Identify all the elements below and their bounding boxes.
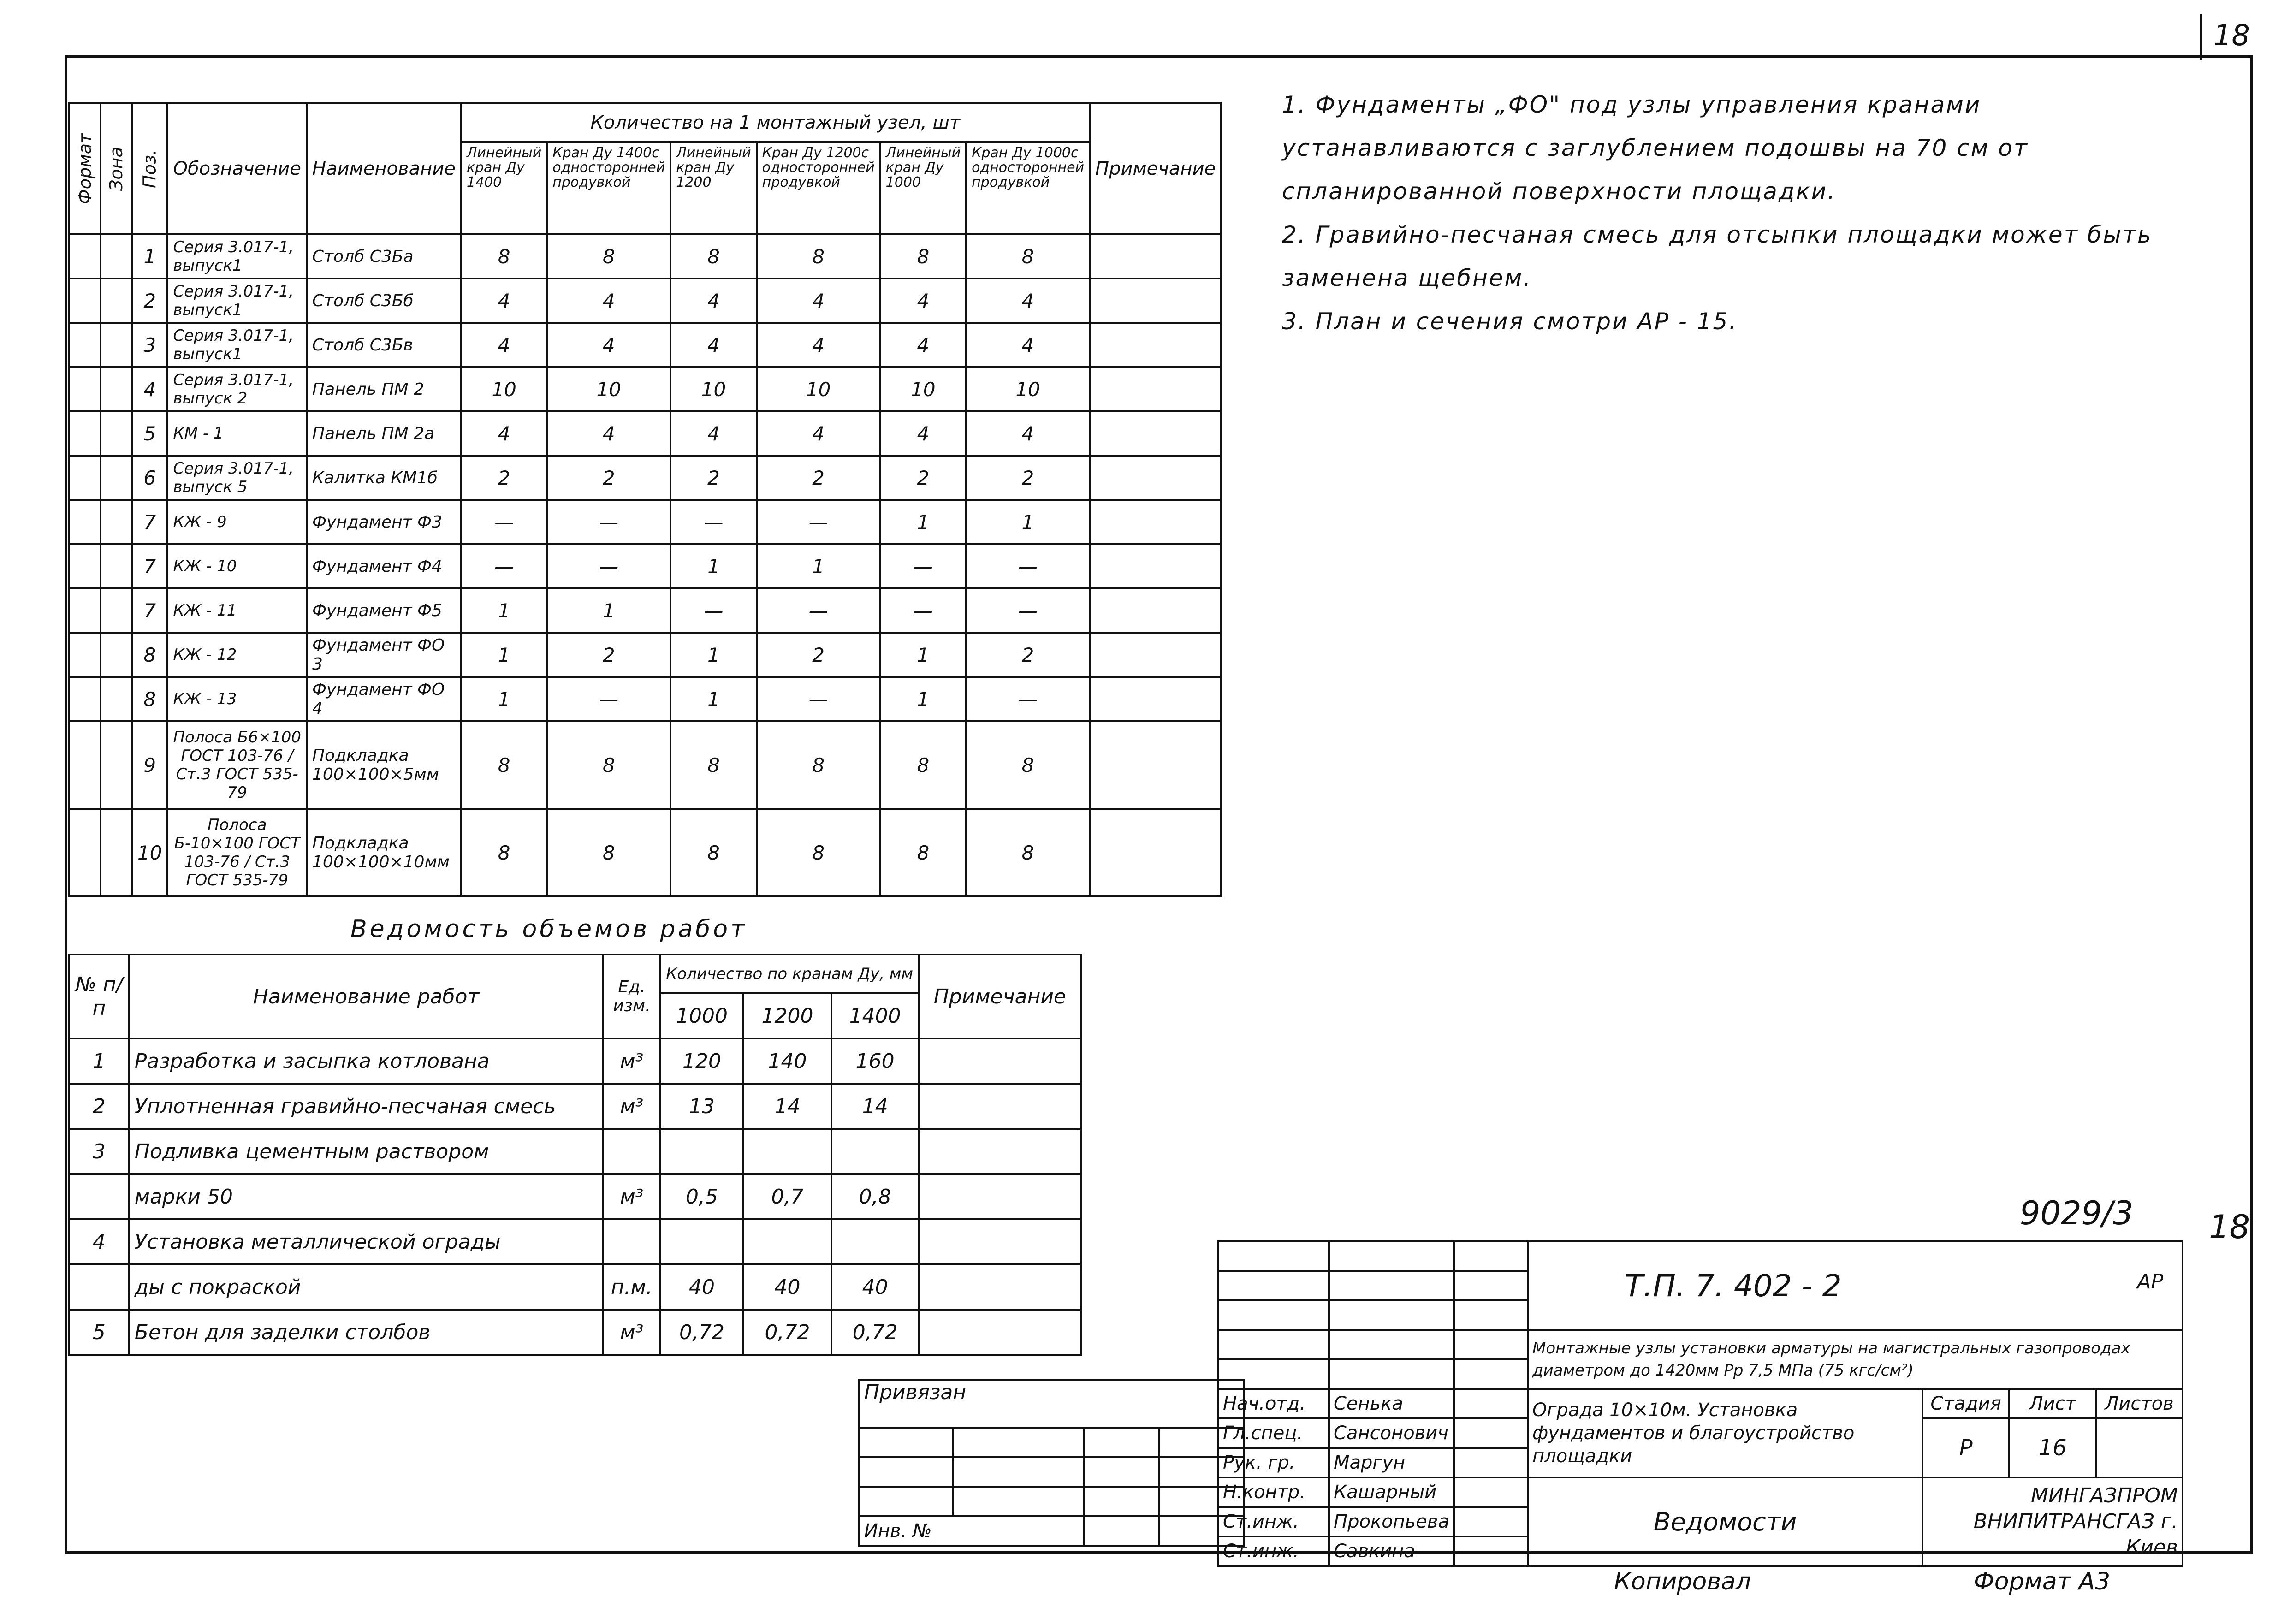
designation-cell: Полоса Б-10×100 ГОСТ 103-76 / Ст.3 ГОСТ 535-79 bbox=[167, 809, 307, 896]
qty-cell: 2 bbox=[547, 633, 670, 677]
qty-cell: 4 bbox=[880, 323, 966, 367]
project-code-cell bbox=[1528, 1241, 2183, 1330]
designation-cell: КЖ - 13 bbox=[167, 677, 307, 721]
format-cell bbox=[69, 456, 101, 500]
signature bbox=[1454, 1389, 1528, 1418]
project-description: Монтажные узлы установки арматуры на магистральных газопроводах диаметром до 1420мм Рр 7,5 МПа (75 кгс/см²) bbox=[1528, 1330, 2183, 1389]
format-cell bbox=[69, 588, 101, 633]
note-1: 1. Фундаменты „ФО" под узлы управления кранами устанавливаются с заглублением подошвы на 70 см от спланированной поверхности площадки. bbox=[1282, 91, 2029, 205]
qty-cell: 4 bbox=[757, 279, 880, 323]
qty-cell bbox=[831, 1219, 919, 1264]
pos-cell: 7 bbox=[132, 544, 167, 588]
qty-cell: 2 bbox=[670, 456, 756, 500]
format-cell bbox=[69, 411, 101, 456]
table-row bbox=[69, 1174, 1081, 1219]
qty-cell: 2 bbox=[547, 456, 670, 500]
table-row bbox=[69, 500, 1221, 544]
row-number: 3 bbox=[69, 1129, 129, 1174]
pos-cell: 3 bbox=[132, 323, 167, 367]
zone-cell bbox=[101, 677, 132, 721]
qty-cell: 1 bbox=[670, 633, 756, 677]
name-cell: Панель ПМ 2а bbox=[307, 411, 461, 456]
work-name: Подливка цементным раствором bbox=[129, 1129, 603, 1174]
unit-cell bbox=[603, 1129, 660, 1174]
qty-cell: 13 bbox=[660, 1084, 744, 1129]
col-name: Наименование bbox=[307, 103, 461, 234]
signature bbox=[1454, 1507, 1528, 1536]
title-block bbox=[1217, 1240, 2183, 1567]
col-work-name: Наименование работ bbox=[129, 955, 603, 1038]
qty-cell: — bbox=[757, 677, 880, 721]
qty-cell: 4 bbox=[670, 279, 756, 323]
qty-cell: 1 bbox=[670, 544, 756, 588]
qty-cell: 8 bbox=[757, 234, 880, 279]
row-number: 5 bbox=[69, 1310, 129, 1355]
remark-cell bbox=[919, 1084, 1081, 1129]
zone-cell bbox=[101, 456, 132, 500]
table-row bbox=[69, 367, 1221, 411]
dn-header: 1200 bbox=[743, 993, 831, 1038]
role: Гл.спец. bbox=[1218, 1418, 1329, 1448]
unit-cell bbox=[603, 1219, 660, 1264]
table-row bbox=[69, 1084, 1081, 1129]
pos-cell: 6 bbox=[132, 456, 167, 500]
table-row bbox=[69, 1129, 1081, 1174]
qty-cell: 4 bbox=[757, 411, 880, 456]
qty-cell: — bbox=[547, 500, 670, 544]
qty-cell: 1 bbox=[757, 544, 880, 588]
qty-cell: 2 bbox=[757, 456, 880, 500]
name-cell: Фундамент Ф5 bbox=[307, 588, 461, 633]
qty-cell: — bbox=[966, 544, 1090, 588]
qty-cell: 8 bbox=[757, 721, 880, 809]
qty-cell: — bbox=[461, 544, 547, 588]
qty-cell: 10 bbox=[757, 367, 880, 411]
note-2: 2. Гравийно-песчаная смесь для отсыпки площадки может быть заменена щебнем. bbox=[1282, 221, 2153, 291]
remark-cell bbox=[1090, 367, 1221, 411]
qty-cell: — bbox=[880, 588, 966, 633]
work-name: ды с покраской bbox=[129, 1264, 603, 1310]
work-name: марки 50 bbox=[129, 1174, 603, 1219]
qty-cell: 2 bbox=[757, 633, 880, 677]
sheet-name: Ведомости bbox=[1528, 1477, 1922, 1566]
copied-by-label: Копировал bbox=[1614, 1568, 1751, 1595]
pos-cell: 9 bbox=[132, 721, 167, 809]
qty-cell: 4 bbox=[547, 323, 670, 367]
unit-cell: м³ bbox=[603, 1038, 660, 1084]
qty-cell: — bbox=[670, 500, 756, 544]
zone-cell bbox=[101, 721, 132, 809]
remark-cell bbox=[919, 1129, 1081, 1174]
designation-cell: Серия 3.017-1, выпуск 5 bbox=[167, 456, 307, 500]
format-cell bbox=[69, 234, 101, 279]
designation-cell: Серия 3.017-1, выпуск1 bbox=[167, 279, 307, 323]
qty-cell: 0,7 bbox=[743, 1174, 831, 1219]
qty-cell: 4 bbox=[966, 411, 1090, 456]
col-num: № п/п bbox=[69, 955, 129, 1038]
qty-cell: 4 bbox=[757, 323, 880, 367]
note-3: 3. План и сечения смотри АР - 15. bbox=[1282, 308, 1738, 335]
qty-cell: 8 bbox=[966, 234, 1090, 279]
col-qty-by-dn: Количество по кранам Ду, мм bbox=[660, 955, 919, 993]
specification-table bbox=[68, 102, 1222, 897]
qty-cell: 1 bbox=[880, 500, 966, 544]
name-cell: Фундамент Ф4 bbox=[307, 544, 461, 588]
remark-cell bbox=[919, 1219, 1081, 1264]
remark-cell bbox=[1090, 411, 1221, 456]
qty-cell bbox=[660, 1129, 744, 1174]
remark-cell bbox=[1090, 544, 1221, 588]
qty-cell: 8 bbox=[757, 809, 880, 896]
qty-cell: 4 bbox=[670, 411, 756, 456]
qty-cell: 10 bbox=[547, 367, 670, 411]
qty-cell: 8 bbox=[547, 721, 670, 809]
zone-cell bbox=[101, 323, 132, 367]
format-cell bbox=[69, 279, 101, 323]
qty-cell: — bbox=[966, 677, 1090, 721]
qty-cell: 0,5 bbox=[660, 1174, 744, 1219]
table-row bbox=[69, 633, 1221, 677]
qty-cell: 8 bbox=[670, 721, 756, 809]
qty-cell: 140 bbox=[743, 1038, 831, 1084]
col-pos: Поз. bbox=[132, 103, 167, 234]
role: Нач.отд. bbox=[1218, 1389, 1329, 1418]
qty-cell: 4 bbox=[880, 411, 966, 456]
zone-cell bbox=[101, 500, 132, 544]
remark-cell bbox=[1090, 279, 1221, 323]
table-row bbox=[69, 279, 1221, 323]
table-row bbox=[69, 411, 1221, 456]
inv-label: Инв. № bbox=[859, 1516, 1084, 1546]
qty-cell: — bbox=[880, 544, 966, 588]
remark-cell bbox=[919, 1038, 1081, 1084]
qty-cell: 8 bbox=[461, 809, 547, 896]
table-row bbox=[69, 809, 1221, 896]
qty-cell: 8 bbox=[461, 234, 547, 279]
name-cell: Подкладка 100×100×10мм bbox=[307, 809, 461, 896]
qty-col-header: Кран Ду 1400с односторонней продувкой bbox=[547, 142, 670, 234]
qty-cell: 10 bbox=[880, 367, 966, 411]
qty-cell: 8 bbox=[670, 234, 756, 279]
qty-cell: 4 bbox=[966, 323, 1090, 367]
qty-cell: 2 bbox=[461, 456, 547, 500]
name-cell: Фундамент ФО 3 bbox=[307, 633, 461, 677]
col-unit: Ед. изм. bbox=[603, 955, 660, 1038]
remark-cell bbox=[1090, 633, 1221, 677]
qty-cell: 0,72 bbox=[743, 1310, 831, 1355]
binding-block bbox=[858, 1379, 1245, 1547]
pos-cell: 7 bbox=[132, 500, 167, 544]
name-cell: Фундамент ФО 4 bbox=[307, 677, 461, 721]
remark-cell bbox=[1090, 721, 1221, 809]
qty-cell: 4 bbox=[547, 411, 670, 456]
qty-cell: 8 bbox=[880, 234, 966, 279]
role: Н.контр. bbox=[1218, 1477, 1329, 1507]
qty-cell: 14 bbox=[743, 1084, 831, 1129]
general-notes bbox=[1282, 83, 2186, 343]
sheet-corner-number: 18 bbox=[2209, 1208, 2250, 1246]
col-work-remark: Примечание bbox=[919, 955, 1081, 1038]
spec-rows bbox=[69, 234, 1221, 896]
zone-cell bbox=[101, 411, 132, 456]
qty-cell: 4 bbox=[547, 279, 670, 323]
qty-cell: 8 bbox=[547, 234, 670, 279]
dn-header: 1000 bbox=[660, 993, 744, 1038]
qty-cell: — bbox=[757, 588, 880, 633]
role: Рук. гр. bbox=[1218, 1448, 1329, 1477]
person-name: Маргун bbox=[1329, 1448, 1454, 1477]
zone-cell bbox=[101, 633, 132, 677]
organization: МИНГАЗПРОМ ВНИПИТРАНСГАЗ г. Киев bbox=[1922, 1477, 2183, 1566]
col-format: Формат bbox=[69, 103, 101, 234]
remark-cell bbox=[1090, 456, 1221, 500]
row-number: 1 bbox=[69, 1038, 129, 1084]
pos-cell: 4 bbox=[132, 367, 167, 411]
unit-cell: п.м. bbox=[603, 1264, 660, 1310]
row-number bbox=[69, 1174, 129, 1219]
pos-cell: 8 bbox=[132, 677, 167, 721]
qty-cell: — bbox=[670, 588, 756, 633]
stage-value: Р bbox=[1922, 1418, 2009, 1477]
qty-cell bbox=[660, 1219, 744, 1264]
qty-cell: 8 bbox=[547, 809, 670, 896]
qty-cell bbox=[743, 1219, 831, 1264]
pos-cell: 10 bbox=[132, 809, 167, 896]
name-cell: Столб С3Бб bbox=[307, 279, 461, 323]
qty-col-header: Кран Ду 1200с односторонней продувкой bbox=[757, 142, 880, 234]
table-row bbox=[69, 234, 1221, 279]
remark-cell bbox=[1090, 234, 1221, 279]
format-cell bbox=[69, 809, 101, 896]
qty-cell: 4 bbox=[461, 323, 547, 367]
designation-cell: КЖ - 9 bbox=[167, 500, 307, 544]
designation-cell: КЖ - 10 bbox=[167, 544, 307, 588]
row-number bbox=[69, 1264, 129, 1310]
table-row bbox=[69, 456, 1221, 500]
qty-cell: — bbox=[547, 544, 670, 588]
work-name: Бетон для заделки столбов bbox=[129, 1310, 603, 1355]
pos-cell: 7 bbox=[132, 588, 167, 633]
qty-cell: 4 bbox=[966, 279, 1090, 323]
qty-cell: — bbox=[757, 500, 880, 544]
qty-col-header: Линейный кран Ду 1200 bbox=[670, 142, 756, 234]
remark-cell bbox=[1090, 500, 1221, 544]
unit-cell: м³ bbox=[603, 1310, 660, 1355]
qty-cell: 10 bbox=[966, 367, 1090, 411]
qty-cell: 8 bbox=[966, 721, 1090, 809]
qty-cell: 1 bbox=[966, 500, 1090, 544]
qty-cell: 1 bbox=[461, 588, 547, 633]
unit-cell: м³ bbox=[603, 1174, 660, 1219]
name-cell: Панель ПМ 2 bbox=[307, 367, 461, 411]
qty-cell: 4 bbox=[670, 323, 756, 367]
section-code: АР bbox=[2137, 1270, 2163, 1293]
qty-cell: 1 bbox=[461, 633, 547, 677]
format-cell bbox=[69, 500, 101, 544]
col-designation: Обозначение bbox=[167, 103, 307, 234]
zone-cell bbox=[101, 544, 132, 588]
signature bbox=[1454, 1418, 1528, 1448]
table-row bbox=[69, 1310, 1081, 1355]
qty-cell: 0,72 bbox=[660, 1310, 744, 1355]
person-name: Сансонович bbox=[1329, 1418, 1454, 1448]
table-row bbox=[69, 1264, 1081, 1310]
stage-label: Стадия bbox=[1922, 1389, 2009, 1418]
project-code: Т.П. 7. 402 - 2 bbox=[1625, 1268, 1842, 1304]
work-name: Установка металлической ограды bbox=[129, 1219, 603, 1264]
qty-cell: 120 bbox=[660, 1038, 744, 1084]
format-cell bbox=[69, 323, 101, 367]
format-cell bbox=[69, 367, 101, 411]
signature bbox=[1454, 1448, 1528, 1477]
qty-cell: 40 bbox=[660, 1264, 744, 1310]
person-name: Сенька bbox=[1329, 1389, 1454, 1418]
designation-cell: КМ - 1 bbox=[167, 411, 307, 456]
row-number: 2 bbox=[69, 1084, 129, 1129]
pos-cell: 2 bbox=[132, 279, 167, 323]
format-cell bbox=[69, 677, 101, 721]
sheets-value bbox=[2096, 1418, 2183, 1477]
format-cell bbox=[69, 721, 101, 809]
name-cell: Столб С3Ба bbox=[307, 234, 461, 279]
remark-cell bbox=[1090, 588, 1221, 633]
remark-cell bbox=[1090, 809, 1221, 896]
bound-label: Привязан bbox=[859, 1380, 1244, 1428]
qty-cell: 1 bbox=[547, 588, 670, 633]
qty-cell: 40 bbox=[831, 1264, 919, 1310]
qty-cell: 14 bbox=[831, 1084, 919, 1129]
qty-cell: 8 bbox=[966, 809, 1090, 896]
signature bbox=[1454, 1536, 1528, 1566]
qty-cell: — bbox=[547, 677, 670, 721]
qty-cell: 8 bbox=[880, 809, 966, 896]
drawing-title: Ограда 10×10м. Установка фундаментов и благоустройство площадки bbox=[1528, 1389, 1922, 1477]
remark-cell bbox=[919, 1264, 1081, 1310]
qty-cell: 0,8 bbox=[831, 1174, 919, 1219]
name-cell: Фундамент Ф3 bbox=[307, 500, 461, 544]
format-cell bbox=[69, 544, 101, 588]
qty-cell bbox=[831, 1129, 919, 1174]
document-code: 9029/3 bbox=[2020, 1194, 2134, 1232]
qty-cell: — bbox=[461, 500, 547, 544]
zone-cell bbox=[101, 234, 132, 279]
qty-cell: 4 bbox=[461, 279, 547, 323]
zone-cell bbox=[101, 588, 132, 633]
qty-cell: 40 bbox=[743, 1264, 831, 1310]
table-row bbox=[69, 323, 1221, 367]
corner-divider bbox=[2200, 14, 2202, 60]
sheet-value: 16 bbox=[2009, 1418, 2096, 1477]
works-rows bbox=[69, 1038, 1081, 1355]
qty-cell: 2 bbox=[966, 456, 1090, 500]
signature bbox=[1454, 1477, 1528, 1507]
qty-cell: 8 bbox=[880, 721, 966, 809]
qty-cell: 160 bbox=[831, 1038, 919, 1084]
remark-cell bbox=[919, 1310, 1081, 1355]
role: Ст.инж. bbox=[1218, 1507, 1329, 1536]
qty-cell: 4 bbox=[461, 411, 547, 456]
name-cell: Подкладка 100×100×5мм bbox=[307, 721, 461, 809]
pos-cell: 1 bbox=[132, 234, 167, 279]
work-name: Разработка и засыпка котлована bbox=[129, 1038, 603, 1084]
table-row bbox=[69, 721, 1221, 809]
zone-cell bbox=[101, 279, 132, 323]
designation-cell: Серия 3.017-1, выпуск1 bbox=[167, 234, 307, 279]
col-qty-group: Количество на 1 монтажный узел, шт bbox=[461, 103, 1090, 142]
pos-cell: 5 bbox=[132, 411, 167, 456]
qty-cell: 1 bbox=[670, 677, 756, 721]
qty-cell: 10 bbox=[461, 367, 547, 411]
sheets-label: Листов bbox=[2096, 1389, 2183, 1418]
qty-cell: 8 bbox=[670, 809, 756, 896]
remark-cell bbox=[919, 1174, 1081, 1219]
designation-cell: КЖ - 11 bbox=[167, 588, 307, 633]
qty-col-header: Линейный кран Ду 1400 bbox=[461, 142, 547, 234]
col-zone: Зона bbox=[101, 103, 132, 234]
qty-cell: 2 bbox=[880, 456, 966, 500]
qty-col-header: Кран Ду 1000с односторонней продувкой bbox=[966, 142, 1090, 234]
designation-cell: Серия 3.017-1, выпуск1 bbox=[167, 323, 307, 367]
col-remark: Примечание bbox=[1090, 103, 1221, 234]
qty-cell: 1 bbox=[880, 633, 966, 677]
qty-cell: 1 bbox=[461, 677, 547, 721]
dn-header: 1400 bbox=[831, 993, 919, 1038]
pos-cell: 8 bbox=[132, 633, 167, 677]
format-cell bbox=[69, 633, 101, 677]
table-row bbox=[69, 1038, 1081, 1084]
table-row bbox=[69, 544, 1221, 588]
remark-cell bbox=[1090, 323, 1221, 367]
remark-cell bbox=[1090, 677, 1221, 721]
name-cell: Калитка КМ1б bbox=[307, 456, 461, 500]
table-row bbox=[69, 1219, 1081, 1264]
person-name: Савкина bbox=[1329, 1536, 1454, 1566]
person-name: Кашарный bbox=[1329, 1477, 1454, 1507]
qty-cell: 4 bbox=[880, 279, 966, 323]
table-row bbox=[69, 677, 1221, 721]
name-cell: Столб С3Бв bbox=[307, 323, 461, 367]
unit-cell: м³ bbox=[603, 1084, 660, 1129]
role: Ст.инж. bbox=[1218, 1536, 1329, 1566]
qty-cell: 10 bbox=[670, 367, 756, 411]
qty-col-header: Линейный кран Ду 1000 bbox=[880, 142, 966, 234]
qty-cell: 1 bbox=[880, 677, 966, 721]
sheet-number: 18 bbox=[2213, 18, 2250, 52]
designation-cell: КЖ - 12 bbox=[167, 633, 307, 677]
row-number: 4 bbox=[69, 1219, 129, 1264]
zone-cell bbox=[101, 809, 132, 896]
zone-cell bbox=[101, 367, 132, 411]
format-label: Формат А3 bbox=[1974, 1568, 2111, 1595]
works-title: Ведомость объемов работ bbox=[350, 915, 748, 943]
person-name: Прокопьева bbox=[1329, 1507, 1454, 1536]
table-row bbox=[69, 588, 1221, 633]
qty-cell: 2 bbox=[966, 633, 1090, 677]
works-table bbox=[68, 954, 1082, 1356]
designation-cell: Серия 3.017-1, выпуск 2 bbox=[167, 367, 307, 411]
sheet-label: Лист bbox=[2009, 1389, 2096, 1418]
work-name: Уплотненная гравийно-песчаная смесь bbox=[129, 1084, 603, 1129]
qty-cell bbox=[743, 1129, 831, 1174]
qty-cell: 0,72 bbox=[831, 1310, 919, 1355]
qty-cell: 8 bbox=[461, 721, 547, 809]
designation-cell: Полоса Б6×100 ГОСТ 103-76 / Ст.3 ГОСТ 535-79 bbox=[167, 721, 307, 809]
qty-cell: — bbox=[966, 588, 1090, 633]
